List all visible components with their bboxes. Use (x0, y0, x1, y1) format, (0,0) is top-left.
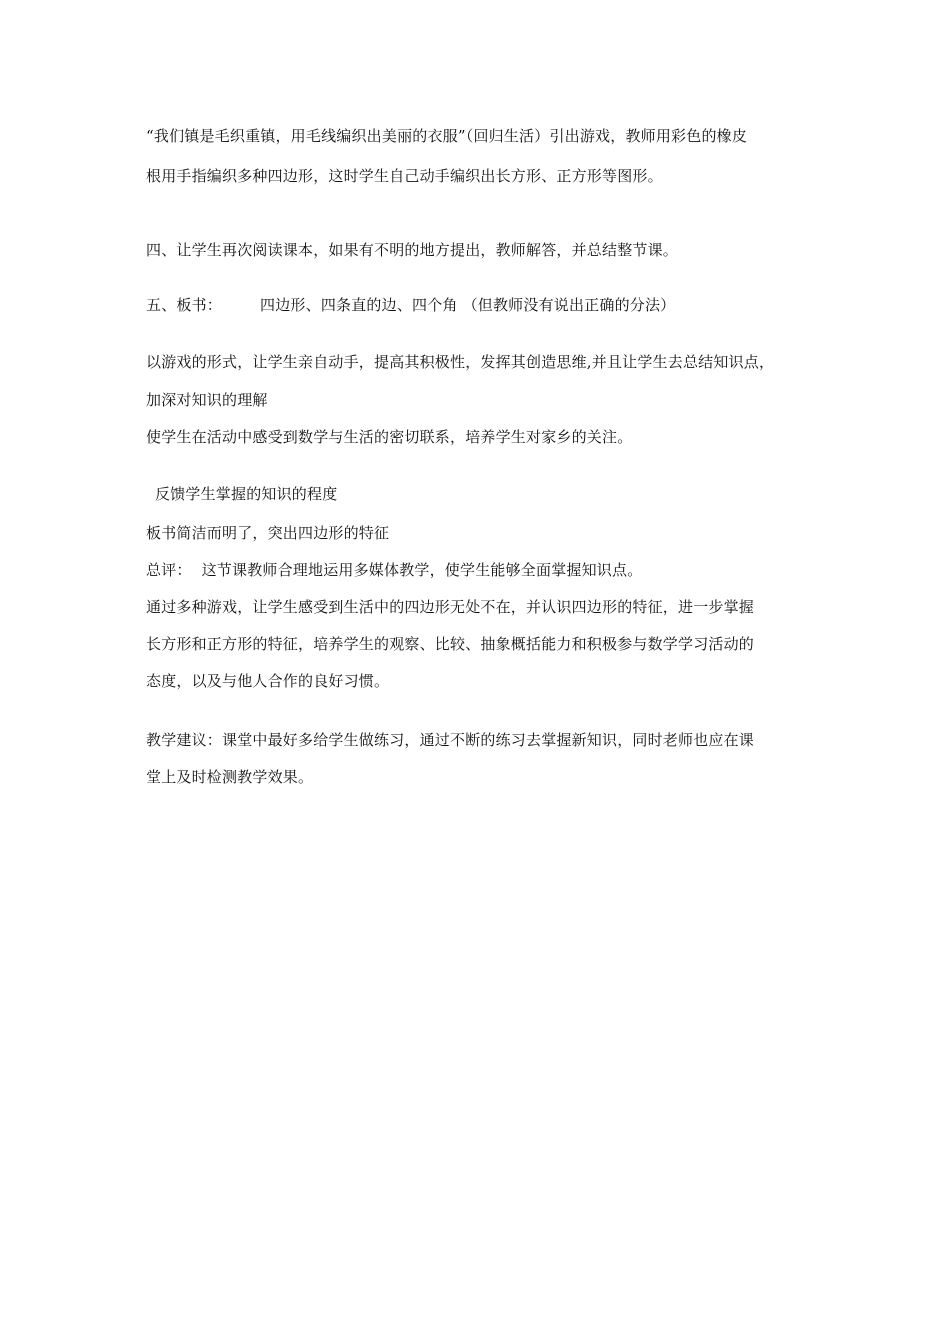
paragraph-line-purpose-2: 加深对知识的理解 (146, 391, 268, 409)
paragraph-line-summary-2: 长方形和正方形的特征，培养学生的观察、比较、抽象概括能力和积极参与数学学习活动的 (146, 635, 755, 653)
paragraph-line-summary-1: 通过多种游戏，让学生感受到生活中的四边形无处不在，并认识四边形的特征，进一步掌握 (146, 598, 755, 616)
overall-comment-text: 这节课教师合理地运用多媒体教学，使学生能够全面掌握知识点。 (201, 561, 643, 579)
paragraph-line-blackboard-summary: 板书简洁而明了，突出四边形的特征 (146, 524, 390, 542)
blackboard-content: 四边形、四条直的边、四个角 （但教师没有说出正确的分法） (260, 296, 676, 314)
paragraph-line-purpose-1: 以游戏的形式，让学生亲自动手，提高其积极性，发挥其创造思维,并且让学生去总结知识点， (146, 353, 775, 371)
paragraph-line-step-four: 四、让学生再次阅读课本，如果有不明的地方提出，教师解答，并总结整节课。 (146, 241, 679, 259)
paragraph-line-purpose-3: 使学生在活动中感受到数学与生活的密切联系，培养学生对家乡的关注。 (146, 428, 633, 446)
paragraph-line-game-intro-2: 根用手指编织多种四边形，这时学生自己动手编织出长方形、正方形等图形。 (146, 167, 663, 185)
blackboard-label: 五、板书： (146, 296, 223, 314)
paragraph-line-step-five (146, 295, 675, 315)
paragraph-line-summary-3: 态度，以及与他人合作的良好习惯。 (146, 672, 390, 690)
paragraph-line-suggestion-1: 教学建议：课堂中最好多给学生做练习，通过不断的练习去掌握新知识，同时老师也应在课 (146, 731, 755, 749)
paragraph-line-feedback: 反馈学生掌握的知识的程度 (155, 485, 338, 503)
paragraph-line-game-intro-1: “我们镇是毛织重镇，用毛线编织出美丽的衣服”（回归生活）引出游戏，教师用彩色的橡皮 (146, 127, 748, 145)
paragraph-line-suggestion-2: 堂上及时检测教学效果。 (146, 768, 314, 786)
paragraph-line-overall-comment (146, 560, 642, 580)
overall-comment-label: 总评： (146, 561, 192, 579)
